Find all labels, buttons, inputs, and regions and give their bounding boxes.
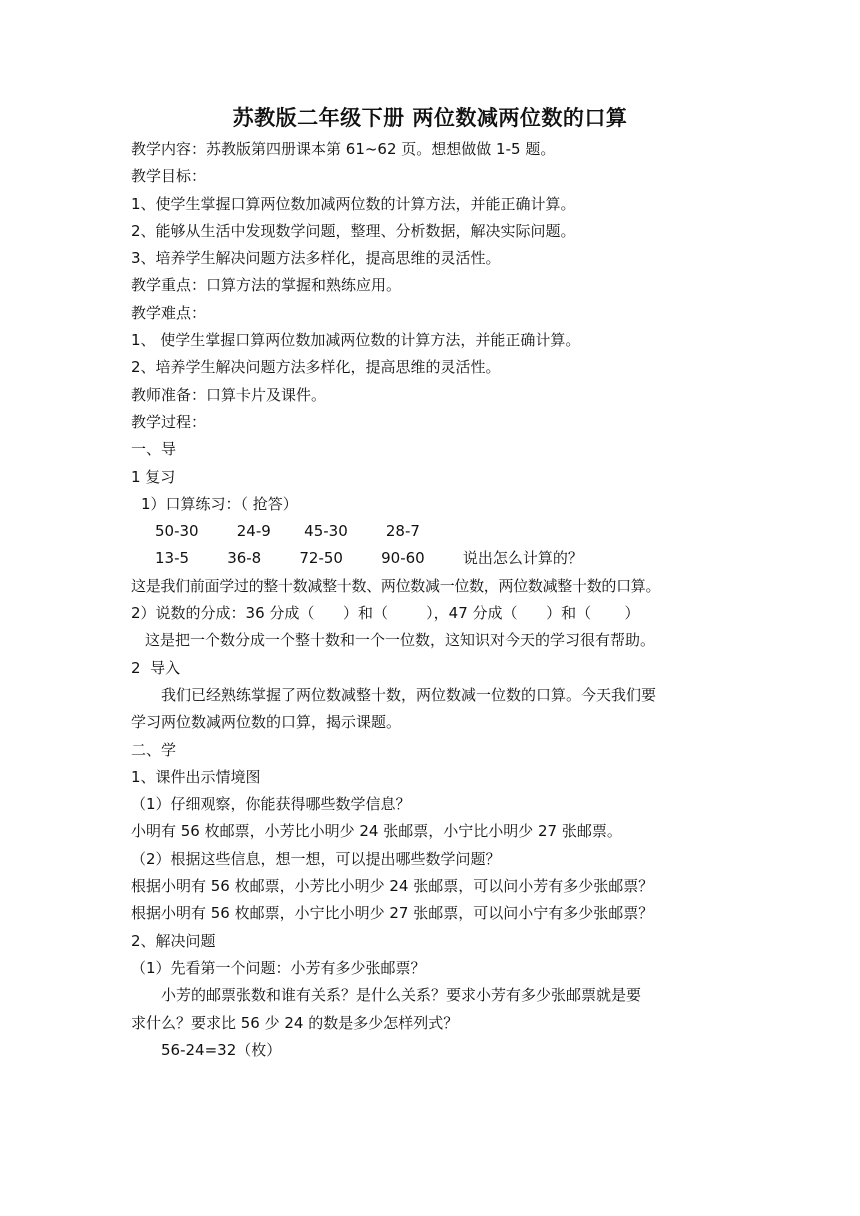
subsection-heading: 1 复习	[131, 467, 176, 486]
number-split-line: 2）说数的分成：36 分成（ ）和（ ），47 分成（ ）和（ ）	[131, 604, 640, 623]
subsection-heading: 2、解决问题	[131, 931, 216, 950]
paragraph-line: 这是我们前面学过的整十数减整十数、两位数减一位数，两位数减整十数的口算。	[131, 576, 661, 595]
equation-line: 56-24=32（枚）	[161, 1040, 282, 1059]
subsection-heading: 1、课件出示情境图	[131, 767, 261, 786]
calc-row-text: 50-30 24-9 45-30 28-7	[155, 522, 420, 541]
difficulty-item: 2、培养学生解决问题方法多样化，提高思维的灵活性。	[131, 358, 501, 377]
teaching-content-line: 教学内容：苏教版第四册课本第 61~62 页。想想做做 1-5 题。	[131, 140, 556, 158]
paragraph-line: 这是把一个数分成一个整十数和一个一位数，这知识对今天的学习很有帮助。	[145, 631, 656, 650]
document-body	[131, 136, 731, 1064]
subsection-heading: 2 导入	[131, 658, 181, 677]
section-heading: 二、学	[131, 740, 177, 759]
calc-row	[131, 545, 731, 572]
paragraph-line: 学习两位数减两位数的口算，揭示课题。	[131, 713, 402, 732]
key-point-line: 教学重点：口算方法的掌握和熟练应用。	[131, 276, 402, 295]
paragraph-line: 小明有 56 枚邮票，小芳比小明少 24 张邮票，小宁比小明少 27 张邮票。	[131, 822, 622, 841]
difficulty-heading: 教学难点：	[131, 303, 207, 322]
calc-row	[131, 518, 731, 545]
question-line: （2）根据这些信息，想一想，可以提出哪些数学问题？	[131, 849, 501, 868]
question-line: （1）仔细观察，你能获得哪些数学信息？	[131, 795, 411, 814]
oral-practice-line: 1）口算练习：（ 抢答）	[141, 494, 298, 513]
section-heading: 一、导	[131, 440, 177, 459]
paragraph-line: 求什么？要求比 56 少 24 的数是多少怎样列式？	[131, 1013, 459, 1032]
paragraph-line: 根据小明有 56 枚邮票，小芳比小明少 24 张邮票，可以问小芳有多少张邮票？	[131, 877, 654, 896]
calc-row-text: 13-5 36-8 72-50 90-60 说出怎么计算的？	[155, 549, 583, 568]
goal-item: 2、能够从生活中发现数学问题，整理、分析数据，解决实际问题。	[131, 221, 576, 240]
paragraph-line: 我们已经熟练掌握了两位数减整十数，两位数减一位数的口算。今天我们要	[161, 685, 657, 704]
goal-item: 1、使学生掌握口算两位数加减两位数的计算方法，并能正确计算。	[131, 194, 576, 213]
paragraph-line: 根据小明有 56 枚邮票，小宁比小明少 27 张邮票，可以问小宁有多少张邮票？	[131, 904, 654, 923]
page-title: 苏教版二年级下册 两位数减两位数的口算	[232, 105, 628, 130]
paragraph-line: 小芳的邮票张数和谁有关系？是什么关系？要求小芳有多少张邮票就是要	[161, 986, 642, 1005]
teaching-goals-heading: 教学目标：	[131, 167, 207, 186]
goal-item: 3、培养学生解决问题方法多样化，提高思维的灵活性。	[131, 249, 501, 268]
difficulty-item: 1、 使学生掌握口算两位数加减两位数的计算方法，并能正确计算。	[131, 331, 581, 350]
teacher-prep-line: 教师准备：口算卡片及课件。	[131, 385, 327, 404]
question-line: （1）先看第一个问题：小芳有多少张邮票？	[131, 958, 426, 977]
process-heading: 教学过程：	[131, 412, 207, 431]
